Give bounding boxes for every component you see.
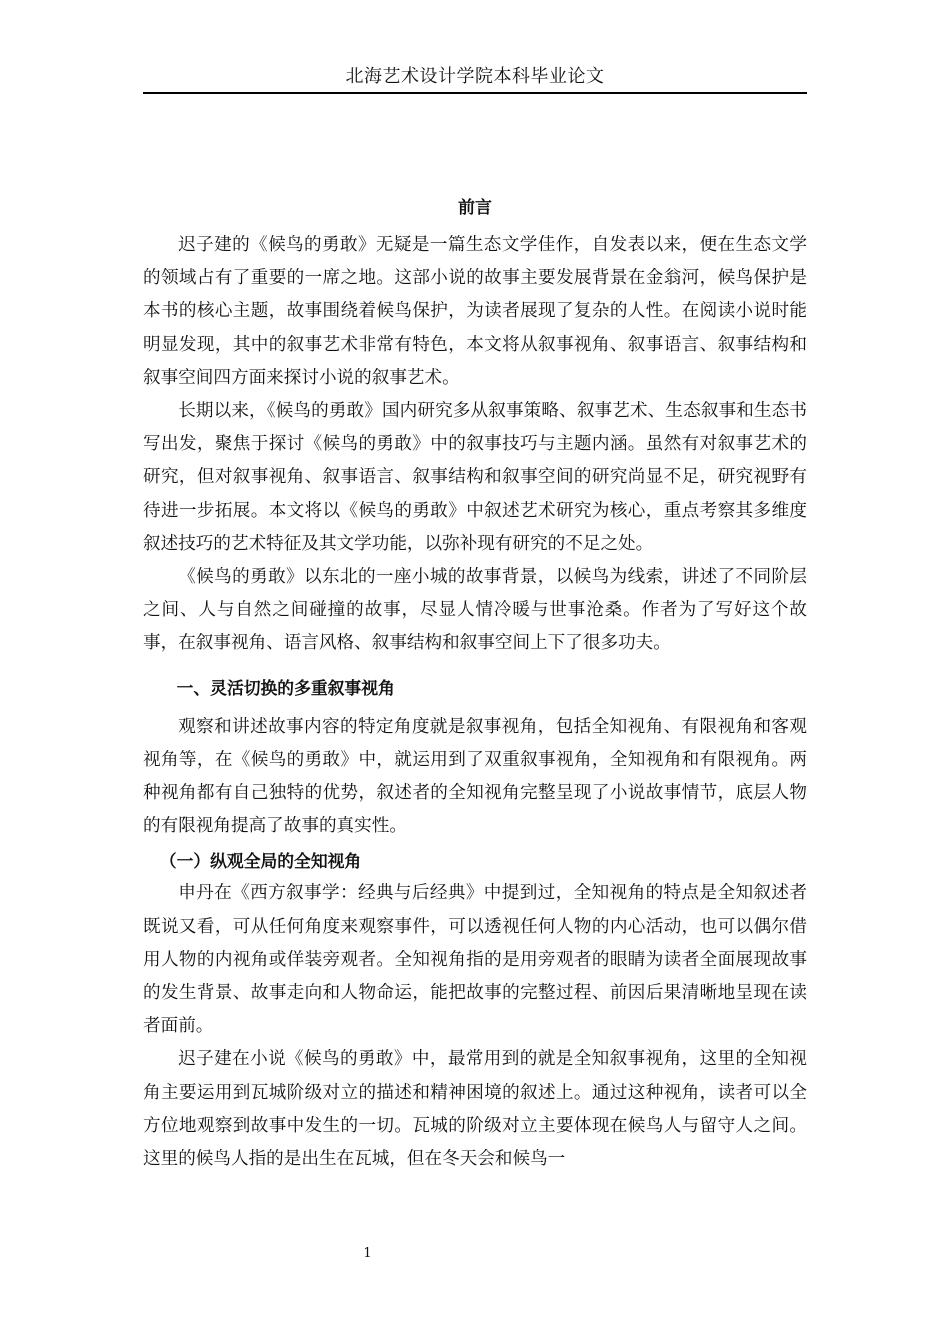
subheading-omniscient-perspective: （一）纵观全局的全知视角: [159, 851, 362, 872]
subsection-paragraph-1: 申丹在《西方叙事学：经典与后经典》中提到过，全知视角的特点是全知叙述者既说又看，可从任何角度来观察事件，可以透视任何人物的内心活动，也可以偶尔借用人物的内视角或佯装旁观者。全知视角指的是用旁观者的眼睛为读者全面展现故事的发生背景、故事走向和人物命运，能把故事的完整过程、前因后果清晰地呈现在读者面前。: [143, 883, 807, 1037]
intro-paragraph-3: 《候鸟的勇敢》以东北的一座小城的故事背景，以候鸟为线索，讲述了不同阶层之间、人与自然之间碰撞的故事，尽显人情冷暖与世事沧桑。作者为了写好这个故事，在叙事视角、语言风格、叙事结构和叙事空间上下了很多功夫。: [143, 567, 807, 654]
heading-narrative-perspectives: 一、灵活切换的多重叙事视角: [176, 677, 395, 698]
document-body: [143, 193, 807, 1176]
subsection-paragraph-2: 迟子建在小说《候鸟的勇敢》中，最常用到的就是全知叙事视角，这里的全知视角主要运用到瓦城阶级对立的描述和精神困境的叙述上。通过这种视角，读者可以全方位地观察到故事中发生的一切。瓦城的阶级对立主要体现在候鸟人与留守人之间。这里的候鸟人指的是出生在瓦城，但在冬天会和候鸟一: [143, 1049, 807, 1170]
section-title: 前言: [458, 198, 492, 218]
intro-paragraph-1: 迟子建的《候鸟的勇敢》无疑是一篇生态文学佳作，自发表以来，便在生态文学的领域占有了重要的一席之地。这部小说的故事主要发展背景在金翁河，候鸟保护是本书的核心主题，故事围绕着候鸟保护，为读者展现了复杂的人性。在阅读小说时能明显发现，其中的叙事艺术非常有特色，本文将从叙事视角、叙事语言、叙事结构和叙事空间四方面来探讨小说的叙事艺术。: [143, 235, 807, 388]
page-header: 北海艺术设计学院本科毕业论文: [143, 62, 807, 94]
section1-paragraph: 观察和讲述故事内容的特定角度就是叙事视角，包括全知视角、有限视角和客观视角等，在《候鸟的勇敢》中，就运用到了双重叙事视角，全知视角和有限视角。两种视角都有自己独特的优势，叙述者的全知视角完整呈现了小说故事情节，底层人物的有限视角提高了故事的真实性。: [143, 716, 807, 837]
page-number: 1: [363, 1246, 372, 1261]
intro-paragraph-2: 长期以来，《候鸟的勇敢》国内研究多从叙事策略、叙事艺术、生态叙事和生态书写出发，聚焦于探讨《候鸟的勇敢》中的叙事技巧与主题内涵。虽然有对叙事艺术的研究，但对叙事视角、叙事语言、叙事结构和叙事空间的研究尚显不足，研究视野有待进一步拓展。本文将以《候鸟的勇敢》中叙述艺术研究为核心，重点考察其多维度叙述技巧的艺术特征及其文学功能，以弥补现有研究的不足之处。: [143, 401, 807, 554]
